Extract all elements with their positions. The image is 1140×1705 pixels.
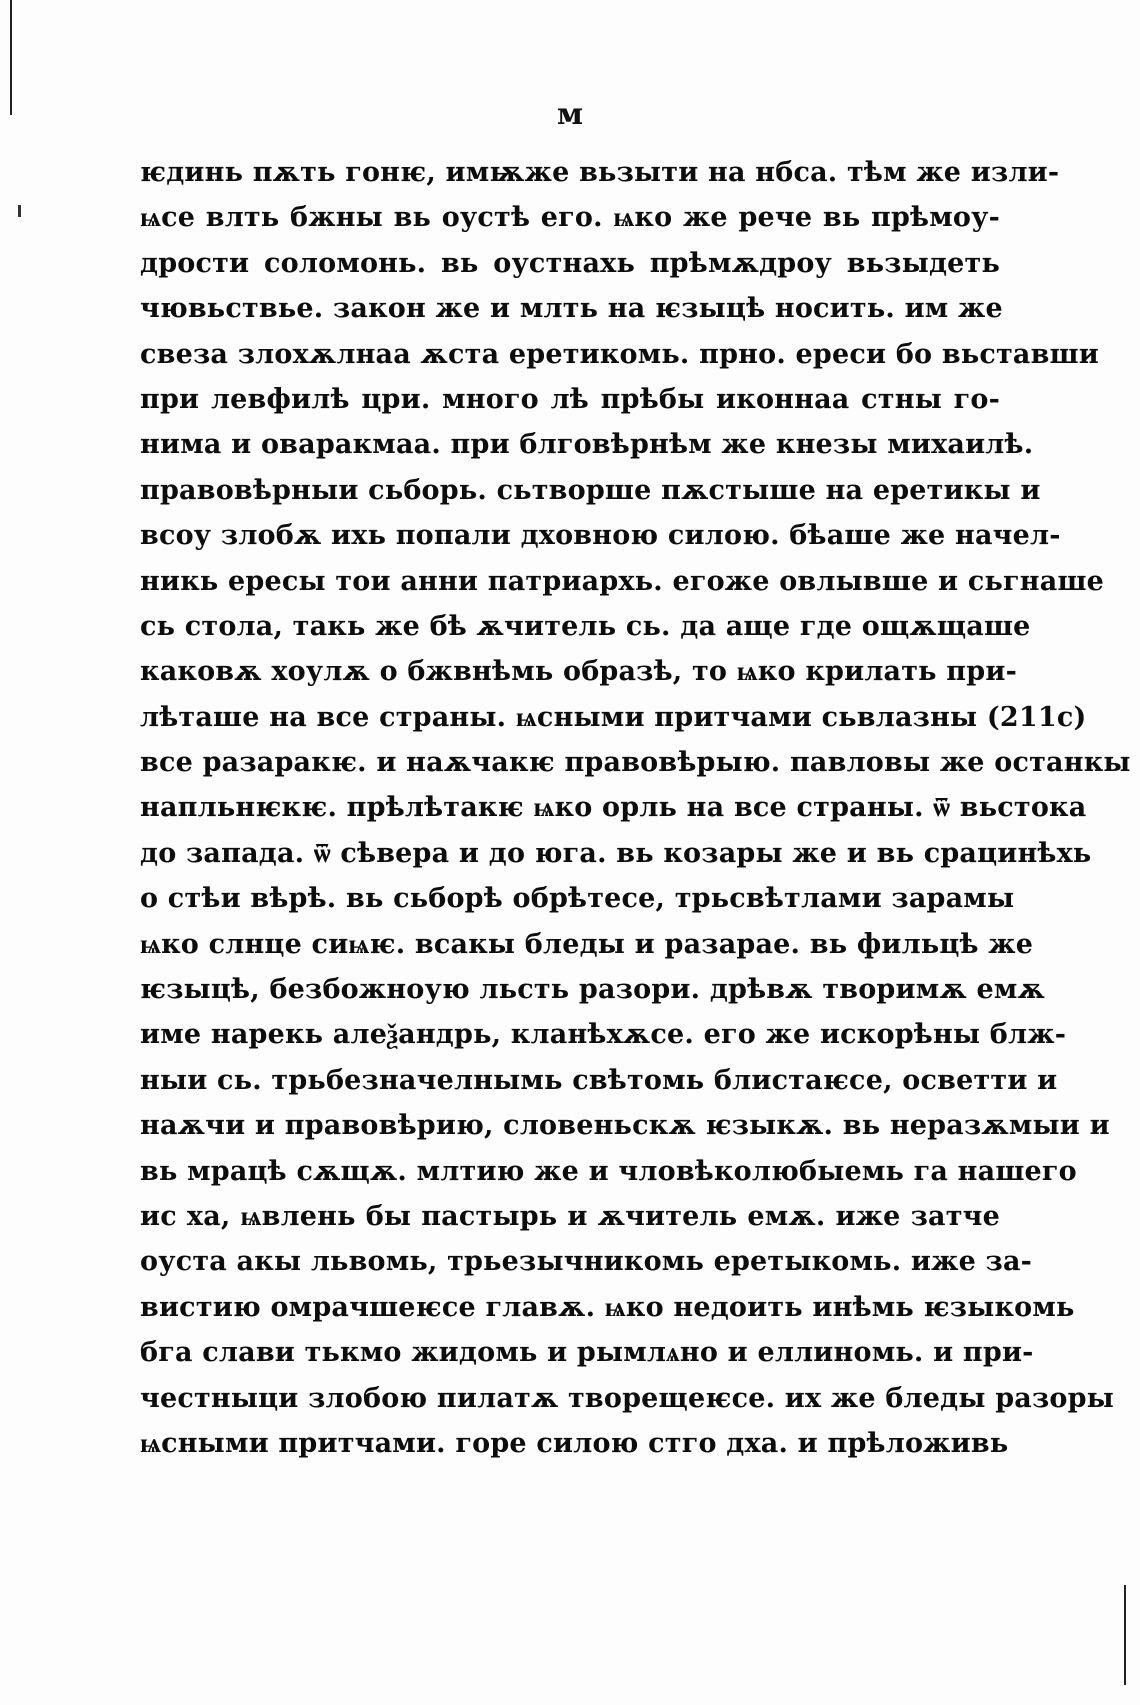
text-line-23: вь мрацѣ сѫщѫ. млтию же и чловѣколюбыемь га нашего	[140, 1155, 1077, 1187]
text-line-16: до запада. ѿ сѣвера и до юга. вь козары же и вь срацинѣхь	[140, 837, 1092, 869]
scan-edge-dot-left	[18, 205, 21, 217]
text-line-9: всоу злобѫ ихь попали дховною силою. бѣаше же начел-	[140, 520, 1061, 552]
scan-edge-mark-right	[1124, 1585, 1126, 1685]
text-line-28: честныци злобою пилатѫ творещеѥсе. их же бледы разоры	[140, 1382, 1114, 1414]
text-line-10: никь ересы тои анни патриархь. егоже овлывше и сьгнаше	[140, 565, 1105, 597]
text-line-4: чювьствье. закон же и млть на ѥзыцѣ носить. им же	[140, 293, 1003, 325]
text-line-6: при левфилѣ цри. много лѣ прѣбы иконнаа стны го-	[140, 383, 1000, 415]
text-line-19: ѥзыцѣ, безбожноую льсть разори. дрѣвѫ творимѫ емѫ	[140, 974, 1045, 1006]
text-line-20: име нарекь алеѯандрь, кланѣхѫсе. его же искорѣны блж-	[140, 1019, 1067, 1051]
text-line-5: свеза злохѫлнаа ѫста еретикомь. прно. ереси бо вьставши	[140, 338, 1100, 370]
text-line-11: сь стола, такь же бѣ ѫчитель сь. да аще где ощѫщаше	[140, 610, 1031, 642]
text-line-18: ѩко слнце сиѩѥ. всакы бледы и разарае. вь фильцѣ же	[140, 928, 1034, 960]
text-line-1: ѥдинь пѫть гонѥ, имѭже вьзыти на нбса. тѣм же изли-	[140, 157, 1060, 188]
text-line-2: ѩсе влть бжны вь оустѣ его. ѩко же рече вь прѣмоу-	[140, 202, 1000, 234]
text-line-7: нима и оваракмаа. при блговѣрнѣм же кнезы михаилѣ.	[140, 429, 1034, 461]
text-line-24: ис ха, ѩвлень бы пастырь и ѫчитель емѫ. иже затче	[140, 1200, 1000, 1232]
page-folio-number: м	[556, 97, 584, 132]
text-line-25: оуста акы львомь, трьезычникомь еретыкомь. иже за-	[140, 1246, 1033, 1278]
text-line-26: вистию омрачшеѥсе главѫ. ѩко недоить инѣмь ѥзыкомь	[140, 1291, 1075, 1323]
text-line-15: напльнѥкѥ. прѣлѣтакѥ ѩко орль на все страны. ѿ вьстока	[140, 792, 1087, 824]
text-line-3: дрости соломонь. вь оустнахь прѣмѫдроу вьзыдеть	[140, 247, 1000, 279]
text-line-29: ѩсными притчами. горе силою стго дха. и прѣложивь	[140, 1427, 1009, 1459]
scan-edge-mark-left	[10, 0, 12, 115]
text-line-22: наѫчи и правовѣрию, словеньскѫ ѥзыкѫ. вь неразѫмыи и	[140, 1110, 1110, 1142]
text-line-13: лѣташе на все страны. ѩсными притчами сьвлазны (211с)	[140, 701, 1087, 733]
text-line-17: о стѣи вѣрѣ. вь сьборѣ обрѣтесе, трьсвѣтлами зарамы	[140, 883, 1015, 915]
text-line-12: каковѫ хоулѫ о бжвнѣмь образѣ, то ѩко крилать при-	[140, 656, 1017, 688]
text-block	[140, 150, 1131, 1466]
text-line-8: правовѣрныи сьборь. сьтворше пѫстыше на еретикы и	[140, 474, 1041, 506]
text-line-14: все разаракѥ. и наѫчакѥ правовѣрыю. павловы же останкы	[140, 747, 1131, 779]
text-line-27: бга слави тькмо жидомь и рымлѧно и еллиномь. и при-	[140, 1337, 1034, 1369]
text-line-21: ныи сь. трьбезначелнымь свѣтомь блистаѥсе, осветти и	[140, 1064, 1058, 1096]
